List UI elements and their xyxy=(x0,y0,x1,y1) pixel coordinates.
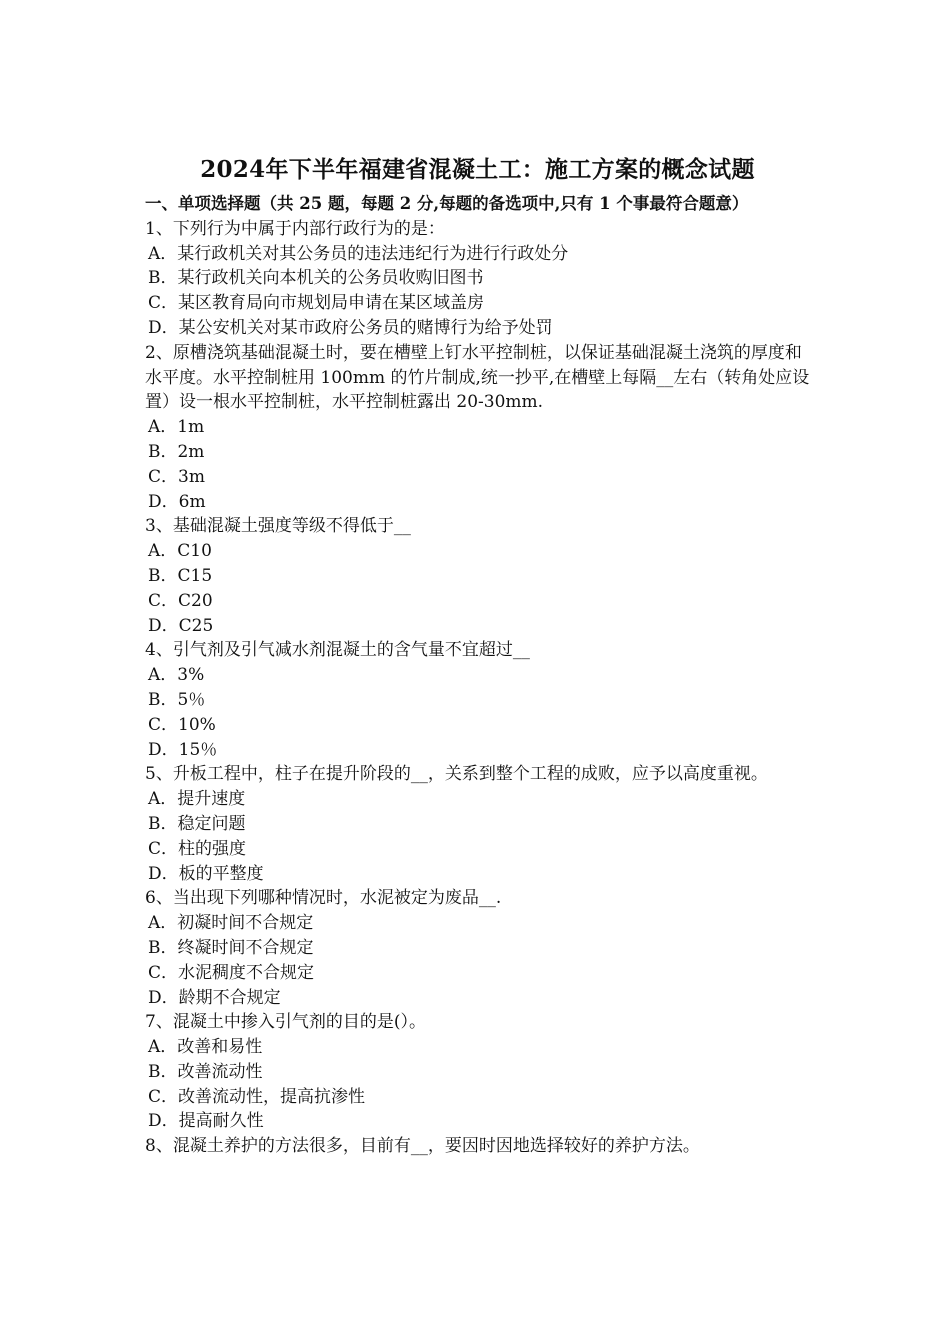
option-b: B．稳定问题 xyxy=(148,813,246,834)
option-c: C．某区教育局向市规划局申请在某区域盖房 xyxy=(148,293,485,314)
option-a: A．提升速度 xyxy=(148,789,246,810)
option-c: C．柱的强度 xyxy=(148,838,247,859)
question-6 xyxy=(145,886,810,1010)
option-d: D．提高耐久性 xyxy=(148,1111,264,1132)
option-b: B．某行政机关向本机关的公务员收购旧图书 xyxy=(148,268,484,289)
option-b: B．2m xyxy=(148,441,205,462)
option-a: A．初凝时间不合规定 xyxy=(148,913,314,934)
question-1 xyxy=(145,217,810,341)
question-7 xyxy=(145,1010,810,1134)
option-d: D．板的平整度 xyxy=(148,863,264,884)
option-d: D．6m xyxy=(148,491,206,512)
question-3 xyxy=(145,514,810,638)
option-a: A．1m xyxy=(148,417,205,438)
option-c: C．C20 xyxy=(148,590,213,611)
question-stem: 3、基础混凝土强度等级不得低于__ xyxy=(145,516,411,537)
question-stem: 5、升板工程中，柱子在提升阶段的__，关系到整个工程的成败，应予以高度重视。 xyxy=(145,764,768,785)
option-a: A．某行政机关对其公务员的违法违纪行为进行行政处分 xyxy=(148,243,569,264)
question-5 xyxy=(145,762,810,886)
question-stem: 6、当出现下列哪种情况时，水泥被定为废品__. xyxy=(145,888,502,909)
option-c: C．改善流动性，提高抗渗性 xyxy=(148,1086,366,1107)
question-stem: 1、下列行为中属于内部行政行为的是： xyxy=(145,218,445,239)
question-stem: 2、原槽浇筑基础混凝土时，要在槽壁上钉水平控制桩，以保证基础混凝土浇筑的厚度和水平度。水平控制桩用 100mm 的竹片制成,统一抄平,在槽壁上每隔__左右（转角处应设置）设一根水平控制桩，水平控制桩露出 20-30mm. xyxy=(145,342,810,413)
option-c: C．10% xyxy=(148,714,216,735)
option-b: B．终凝时间不合规定 xyxy=(148,937,314,958)
option-b: B．改善流动性 xyxy=(148,1061,263,1082)
question-stem: 4、引气剂及引气减水剂混凝土的含气量不宜超过__ xyxy=(145,640,530,661)
option-b: B．5％ xyxy=(148,689,206,710)
option-a: A．C10 xyxy=(148,541,212,562)
option-c: C．3m xyxy=(148,466,205,487)
question-4 xyxy=(145,638,810,762)
option-d: D．某公安机关对某市政府公务员的赌博行为给予处罚 xyxy=(148,317,553,338)
option-a: A．3% xyxy=(148,665,205,686)
question-stem: 8、混凝土养护的方法很多，目前有__，要因时因地选择较好的养护方法。 xyxy=(145,1136,700,1157)
option-d: D．C25 xyxy=(148,615,214,636)
option-a: A．改善和易性 xyxy=(148,1037,263,1058)
option-c: C．水泥稠度不合规定 xyxy=(148,962,315,983)
section-heading: 一、单项选择题（共 25 题，每题 2 分,每题的备选项中,只有 1 个事最符合题意） xyxy=(145,194,749,213)
document-page xyxy=(145,150,810,1159)
question-8 xyxy=(145,1134,810,1159)
document-title: 2024年下半年福建省混凝土工：施工方案的概念试题 xyxy=(200,156,755,183)
option-b: B．C15 xyxy=(148,565,213,586)
question-stem: 7、混凝土中掺入引气剂的目的是(）。 xyxy=(145,1012,426,1033)
option-d: D．龄期不合规定 xyxy=(148,987,281,1008)
question-2 xyxy=(145,341,810,515)
option-d: D．15％ xyxy=(148,739,218,760)
